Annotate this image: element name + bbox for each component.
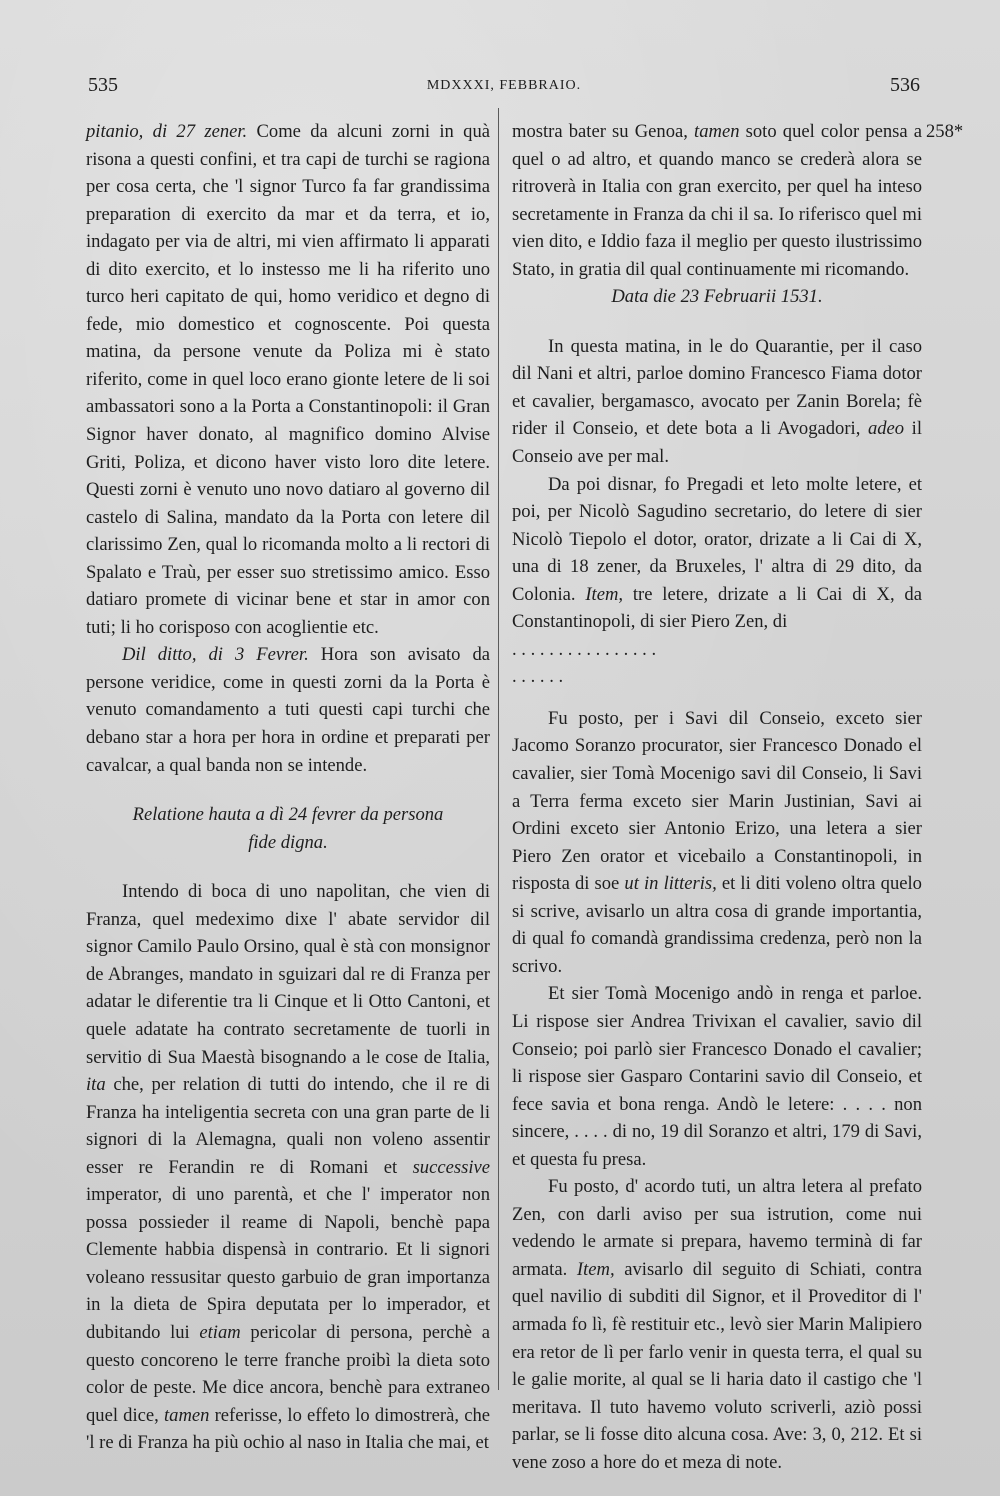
paragraph-text: referisse, lo effeto lo dimostrerà, che 'l re di Franza ha più ochio al naso in Italia che mai, et bbox=[86, 1404, 490, 1454]
right-column bbox=[512, 118, 922, 1476]
heading-line: fide digna. bbox=[248, 831, 328, 853]
italic-word: adeo bbox=[867, 418, 905, 440]
paragraph-lead: pitanio, di 27 zener. bbox=[86, 121, 248, 142]
lacuna-dots: . . . . . . . . . . . . . . . . bbox=[512, 638, 657, 660]
page-number-right: 536 bbox=[890, 74, 920, 96]
spacer bbox=[512, 691, 922, 705]
paragraph bbox=[512, 118, 922, 283]
paragraph-text: avisarlo dil seguito di Schiati, contra quel navilio di subditi dil Signor, et il Proveditor di l' armada fo lì, fè restituir etc., levò sier Marin Malipiero era retor de lì per farlo venir in questa terra, el qual su le galie morite, al qual se li haria dato il castigo che 'l meritava. Il tuto havemo voluto scriverli, aziò possi parlar, se li fosse dito alcuna cosa. Ave: 3, 0, 212. Et si vene zoso a hore do et meza di note. bbox=[512, 1258, 922, 1473]
paragraph-text: che, per relation di tutti do intendo, che il re di Franza ha inteligentia secreta con una gran parte de li signori di la Alemagna, quali non voleno assentir esser re Ferandin re di Romani et bbox=[86, 1074, 490, 1178]
paragraph-text: soto quel color pensa a quel o ad altro, et quando manco se crederà alora se ritroverà in Italia con gran exercito, per quel ha inteso secretamente in Franza da chi il sa. Io riferisco quel mi vien dito, e Iddio faza il meglio per questo ilustrissimo Stato, in gratia dil qual continuamente mi ricomando. bbox=[512, 121, 922, 280]
paragraph-text: Fu posto, per i Savi dil Conseio, exceto sier Jacomo Soranzo procurator, sier Francesco Donado el cavalier, sier Tomà Mocenigo savi dil Conseio, li Savi a Terra ferma exceto sier Marin Justinian, Savi ai Ordini exceto sier Antonio Erizo, una letera a sier Piero Zen orator et vicebailo a Constantinopoli, in risposta di soe bbox=[512, 707, 922, 895]
section-heading bbox=[86, 801, 490, 856]
paragraph bbox=[512, 705, 922, 980]
left-column bbox=[86, 118, 490, 1457]
spacer bbox=[86, 779, 490, 801]
paragraph-text: Hora son avisato da persone veridice, come in questi zorni da la Porta è venuto comandamento a tuti questi capi turchi che debano star a hora per hora in ordine et preparati per cavalcar, a qual banda non se intende. bbox=[86, 644, 490, 776]
paragraph-text: Da poi disnar, fo Pregadi et leto molte letere, et poi, per Nicolò Sagudino secretario, do letere di sier Nicolò Tiepolo el dotor, orator, drizate a li Cai di X, una di 18 zener, da Bruxeles, l' altra di 29 dito, da Colonia. bbox=[512, 473, 922, 605]
paragraph-text: Fu posto, d' acordo tuti, un altra letera al prefato Zen, con darli aviso per sua istrution, come nui vedendo le armate si prepara, havemo terminà di far armata. bbox=[512, 1176, 922, 1280]
dateline: Data die 23 Februarii 1531. bbox=[611, 286, 823, 308]
paragraph bbox=[86, 878, 490, 1456]
paragraph-text: Come da alcuni zorni in quà risona a questi confini, et tra capi de turchi se ragiona per cosa certa, che 'l signor Turco fa far grandissima preparation di exercito da mar et da terra, et io, indagato per via de altri, mi vien affirmato li apparati di dito exercito, et lo instesso me li ha riferito uno turco heri capitato de qui, homo veridico et degno di fede, mio domestico et cognoscente. Poi questa matina, da persone venute da Poliza mi è stato riferito, come in quel loco erano gionte letere de li soi ambassatori sono a la Porta a Constantinopoli: il Gran Signor haver donato, al magnifico domino Alvise Griti, Poliza, et dicono haver visto loro dite letere. Questi zorni è venuto uno novo datiaro al governo dil castelo di Salina, mandato da la Porta con letere dil clarissimo Zen, qual lo ricomanda molto a li rectori di Spalato e Traù, per esser suo stretissimo amico. Esso datiaro promete di vicinar bene et star in amor con tuti; li ho corisposo con acoglientie etc. bbox=[86, 121, 490, 638]
italic-word: successive bbox=[412, 1156, 490, 1178]
paragraph-lead: Dil ditto, di 3 Fevrer. bbox=[122, 644, 309, 666]
lacuna-dots: . . . . . . bbox=[512, 666, 564, 688]
paragraph bbox=[86, 118, 490, 641]
italic-word: tamen bbox=[163, 1404, 210, 1426]
italic-word: Item, bbox=[576, 1258, 615, 1280]
paragraph bbox=[86, 641, 490, 779]
margin-folio-note: 258* bbox=[926, 121, 964, 142]
italic-word: ita bbox=[86, 1074, 106, 1096]
paragraph-text: Intendo di boca di uno napolitan, che vien di Franza, quel medeximo dixe l' abate servidor dil signor Camilo Paulo Orsino, qual è stà con monsignor de Abranges, mandato in sguizari dal re di Franza per adatar le diferentie tra li Cinque et li Otto Cantoni, et quele adatate ha contrato secretamente de tuorli in servitio di Sua Maestà bisognando a le cose de Italia, bbox=[86, 881, 490, 1068]
italic-word: etiam bbox=[199, 1321, 241, 1343]
paragraph-text: imperator, di uno parentà, et che l' imperator non possa possieder il reame di Napoli, benchè papa Clemente habbia dispensà in contrario. Et li signori voleano ressusitar questo garbuio de gran importanza in la dieta de Spira deputata per lo imperador, et dubitando lui bbox=[86, 1184, 490, 1343]
heading-line: Relatione hauta a dì 24 fevrer da persona bbox=[132, 804, 444, 826]
paragraph: Et sier Tomà Mocenigo andò in renga et parloe. Li rispose sier Andrea Trivixan el cavalier, savio dil Conseio; poi parlò sier Francesco Donado el cavalier; li rispose sier Gasparo Contarini savio dil Conseio, et fece savia et bona renga. Andò le letere: . . . . non sincere, . . . . di no, 19 dil Soranzo et altri, 179 di Savi, et questa fu presa. bbox=[512, 983, 922, 1170]
running-title: MDXXXI, FEBBRAIO. bbox=[426, 78, 582, 93]
paragraph bbox=[512, 1173, 922, 1476]
paragraph-text: il Conseio ave per mal. bbox=[512, 418, 922, 468]
paragraph bbox=[512, 333, 922, 471]
column-divider bbox=[498, 108, 499, 1390]
italic-word: tamen bbox=[694, 121, 740, 142]
spacer bbox=[512, 311, 922, 333]
paragraph-text: In questa matina, in le do Quarantie, per il caso dil Nani et altri, parloe domino Francesco Fiama dotor et cavalier, bergamasco, avocato per Zanin Borela; fè rider il Conseio, et dete bota a li Avogadori, bbox=[512, 335, 922, 440]
italic-word: ut in litteris, bbox=[624, 873, 717, 895]
paragraph-text: mostra bater su Genoa, bbox=[512, 121, 695, 142]
paragraph-text: pericolar di persona, perchè a questo concoreno le terre franche proibì la dieta soto color de peste. Me dice ancora, benchè para extraneo quel dice, bbox=[86, 1321, 490, 1426]
page-number-left: 535 bbox=[88, 74, 118, 96]
paragraph-text: et li diti voleno oltra quelo si scrive, avisarlo un altra cosa di grande importantia, di qual fo comandà grandissima credenza, però non la scrivo. bbox=[512, 873, 922, 977]
italic-word: Item, bbox=[585, 583, 624, 605]
paragraph-text: tre letere, drizate a li Cai di X, da Constantinopoli, di sier Piero Zen, di bbox=[512, 583, 922, 633]
spacer bbox=[86, 856, 490, 878]
running-header bbox=[88, 74, 920, 108]
paragraph bbox=[512, 471, 922, 636]
